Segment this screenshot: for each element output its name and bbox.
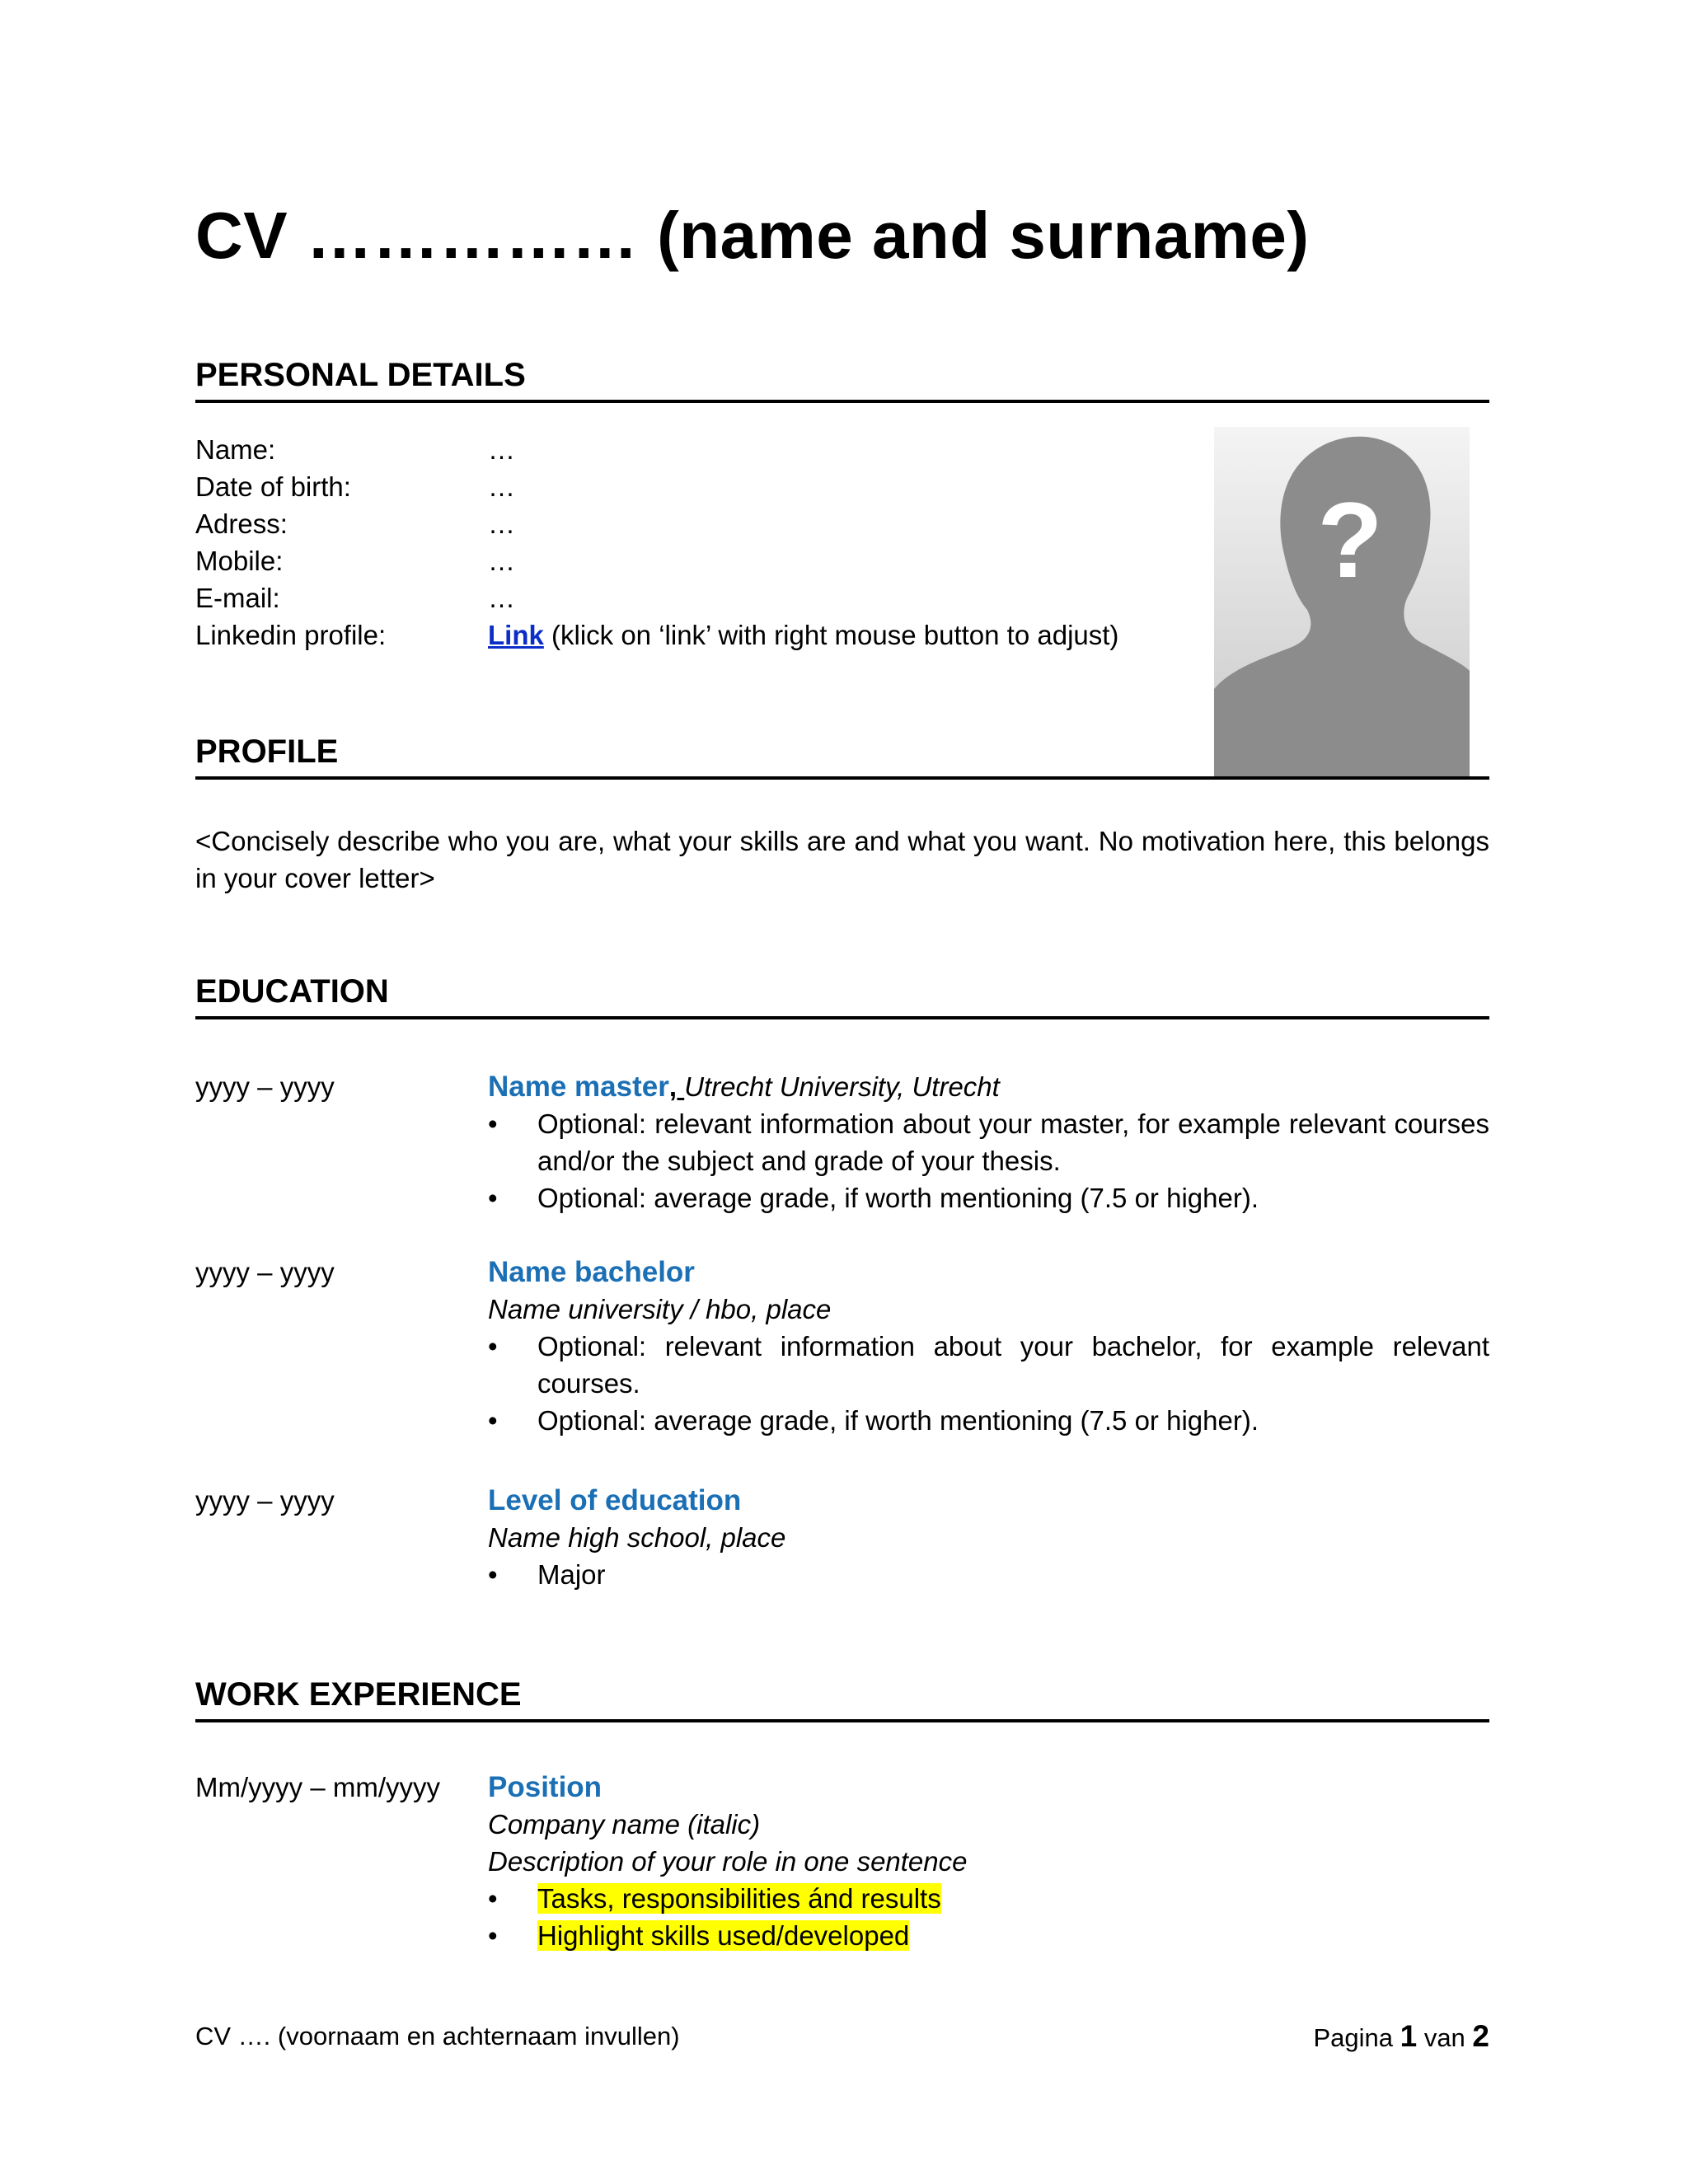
entry-institution: Name high school, place: [488, 1522, 786, 1553]
bullet-list: [488, 1105, 1489, 1216]
list-item: • Optional: relevant information about your bachelor, for example relevant courses.: [488, 1328, 1489, 1402]
bullet-icon: •: [488, 1883, 498, 1914]
entry-heading-line: [488, 1068, 1489, 1105]
detail-value: …: [488, 471, 515, 502]
entry-body: [488, 1769, 1489, 1954]
bullet-icon: •: [488, 1108, 498, 1139]
bullet-icon: •: [488, 1405, 498, 1436]
detail-row-date-of-birth: [195, 468, 1226, 505]
entry-institution: Name university / hbo, place: [488, 1294, 832, 1324]
entry-description: Description of your role in one sentence: [488, 1846, 968, 1877]
entry-title: Name master: [488, 1071, 669, 1103]
detail-row-name: [195, 431, 1226, 468]
question-mark-glyph: ?: [1317, 480, 1383, 600]
entry-title: Position: [488, 1771, 603, 1803]
profile-heading: PROFILE: [195, 731, 1489, 780]
detail-value: …: [488, 509, 515, 539]
bullet-list: [488, 1880, 1489, 1954]
list-item: • Highlight skills used/developed: [488, 1917, 1489, 1954]
detail-label: Name:: [195, 434, 276, 465]
bullet-icon: •: [488, 1920, 498, 1951]
entry-body: [488, 1254, 1489, 1439]
bullet-icon: •: [488, 1183, 498, 1213]
profile-text: <Concisely describe who you are, what your skills are and what you want. No motivation here, this belongs in your cover letter>: [195, 826, 1489, 893]
entry-period: Mm/yyyy – mm/yyyy: [195, 1772, 440, 1802]
bullet-icon: •: [488, 1331, 498, 1361]
work-experience-heading: WORK EXPERIENCE: [195, 1674, 1489, 1722]
entry-separator: ,: [668, 1071, 685, 1102]
education-heading: EDUCATION: [195, 971, 1489, 1019]
entry-body: [488, 1068, 1489, 1216]
bullet-icon: •: [488, 1559, 498, 1590]
bullet-list: [488, 1328, 1489, 1439]
list-item: • Optional: average grade, if worth mentioning (7.5 or higher).: [488, 1402, 1489, 1439]
entry-institution: Utrecht University, Utrecht: [684, 1071, 1000, 1102]
entry-period: yyyy – yyyy: [195, 1485, 335, 1516]
cv-title: CV …………… (name and surname): [195, 199, 1310, 272]
detail-label: Linkedin profile:: [195, 620, 387, 650]
entry-company: Company name (italic): [488, 1809, 761, 1840]
list-item: • Tasks, responsibilities ánd results: [488, 1880, 1489, 1917]
detail-value: …: [488, 546, 515, 576]
profile-photo-placeholder: [1214, 427, 1470, 777]
entry-period: yyyy – yyyy: [195, 1071, 335, 1102]
detail-row-email: [195, 579, 1226, 616]
entry-body: [488, 1482, 1489, 1593]
personal-details-heading: PERSONAL DETAILS: [195, 354, 1489, 403]
detail-label: Mobile:: [195, 546, 284, 576]
profile-placeholder-icon: [1214, 427, 1470, 777]
detail-label: E-mail:: [195, 583, 280, 613]
list-item: • Major: [488, 1556, 1489, 1593]
detail-row-linkedin: [195, 616, 1226, 654]
linkedin-link[interactable]: Link: [488, 620, 544, 650]
linkedin-note: (klick on ‘link’ with right mouse button to adjust): [543, 620, 1119, 650]
detail-row-mobile: [195, 542, 1226, 579]
entry-title: Level of education: [488, 1484, 742, 1516]
detail-value: …: [488, 583, 515, 613]
page-number: Pagina 1 van 2: [1313, 2019, 1489, 2053]
list-item: • Optional: average grade, if worth mentioning (7.5 or higher).: [488, 1179, 1489, 1216]
list-item: • Optional: relevant information about your master, for example relevant courses and/or the subject and grade of your thesis.: [488, 1105, 1489, 1179]
entry-title: Name bachelor: [488, 1256, 695, 1288]
detail-label: Date of birth:: [195, 471, 351, 502]
entry-period: yyyy – yyyy: [195, 1257, 335, 1287]
detail-value: …: [488, 434, 515, 465]
detail-row-address: [195, 505, 1226, 542]
bullet-list: [488, 1556, 1489, 1593]
cv-page: [195, 0, 1489, 2184]
detail-label: Adress:: [195, 509, 288, 539]
detail-value: [488, 616, 1118, 654]
footer-left-text: CV …. (voornaam en achternaam invullen): [195, 2022, 680, 2050]
